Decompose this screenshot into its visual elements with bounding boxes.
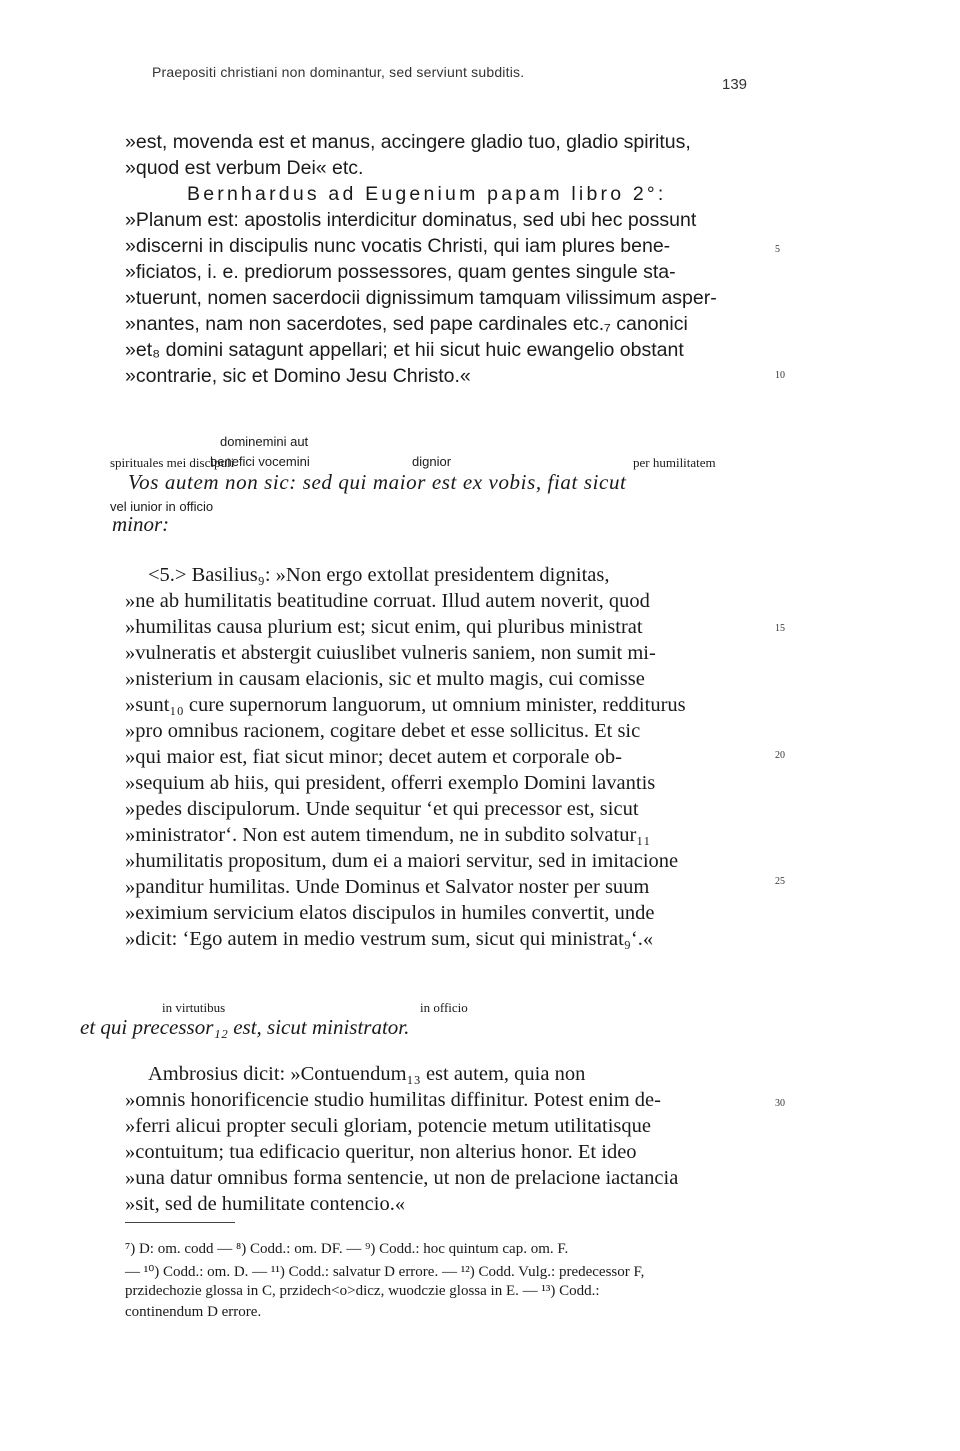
text-line: »nantes, nam non sacerdotes, sed pape cardinales etc.₇ canonici [125,313,688,335]
text-line: »una datur omnibus forma sentencie, ut non de prelacione iactancia [125,1167,679,1189]
text-line: »est, movenda est et manus, accingere gladio tuo, gladio spiritus, [125,131,691,153]
text-line: »sunt₁₀ cure supernorum languorum, ut omnium minister, redditurus [125,694,686,716]
text-line: »contuitum; tua edificacio queritur, non alterius honor. Et ideo [125,1141,637,1163]
text-line: Ambrosius dicit: »Contuendum₁₃ est autem, quia non [148,1063,586,1085]
text-line: Bernhardus ad Eugenium papam libro 2°: [187,183,667,205]
text-line: »nisterium in causam elacionis, sic et multo magis, cui comisse [125,668,645,690]
page-number: 139 [722,76,748,93]
text-line: »omnis honorificencie studio humilitas diffinitur. Potest enim de- [125,1089,661,1111]
text-line: »et₈ domini satagunt appellari; et hii sicut huic ewangelio obstant [125,339,684,361]
gloss-benefici: benefici vocemini [210,454,310,469]
line-number: 25 [775,876,785,887]
footnote-separator [125,1222,235,1223]
text-line: »pedes discipulorum. Unde sequitur ‘et qui precessor est, sicut [125,798,639,820]
running-title: Praepositi christiani non dominantur, sed serviunt subditis. [152,64,525,80]
gloss-in-virtutibus: in virtutibus [162,1000,226,1015]
text-line: »panditur humilitas. Unde Dominus et Salvator noster per suum [125,876,650,898]
line-number: 20 [775,750,785,761]
text-line: »dicit: ‘Ego autem in medio vestrum sum, sicut qui ministrat₉‘.« [125,928,654,950]
text-line: »quod est verbum Dei« etc. [125,157,364,179]
text-line: »ne ab humilitatis beatitudine corruat. Illud autem noverit, quod [125,590,650,612]
text-line: <5.> Basilius₉: »Non ergo extollat presidentem dignitas, [148,564,610,586]
text-line: »ferri alicui propter seculi gloriam, potencie metum utilitatisque [125,1115,652,1137]
text-line: »tuerunt, nomen sacerdocii dignissimum tamquam vilissimum asper- [125,287,717,309]
text-line: »discerni in discipulis nunc vocatis Christi, qui iam plures bene- [125,235,671,257]
line-number: 5 [775,244,780,255]
gloss-vel-iunior: vel iunior in officio [110,499,214,514]
text-line: »sequium ab hiis, qui president, offerri exemplo Domini lavantis [125,772,656,794]
gloss-per-humilitatem: per humilitatem [633,455,716,470]
gloss-dominemini: dominemini aut [220,434,309,449]
gloss-spirituales: spirituales mei discipuli [110,455,235,470]
text-line: »sit, sed de humilitate contencio.« [125,1193,406,1215]
footnote-line: przidechozie glossa in C, przidech<o>dicz, wuodczie glossa in E. — ¹³) Codd.: [125,1283,600,1299]
text-line: »humilitas causa plurium est; sicut enim, qui pluribus ministrat [125,616,643,638]
line-number: 15 [775,623,785,634]
line-number: 10 [775,370,785,381]
gloss-minor: minor: [112,512,170,536]
gloss-main-line: Vos autem non sic: sed qui maior est ex vobis, fiat sicut [128,470,627,494]
text-line: »pro omnibus racionem, cogitare debet et esse sollicitus. Et sic [125,720,641,742]
gloss-main-line: et qui precessor₁₂ est, sicut ministrator. [80,1015,410,1039]
text-line: »qui maior est, fiat sicut minor; decet autem et corporale ob- [125,746,622,768]
gloss-dignior: dignior [412,454,452,469]
text-line: »vulneratis et abstergit cuiuslibet vulneris saniem, non sumit mi- [125,642,656,664]
text-line: »ficiatos, i. e. prediorum possessores, quam gentes singule sta- [125,261,676,283]
line-number: 30 [775,1098,785,1109]
text-line: »Planum est: apostolis interdicitur dominatus, sed ubi hec possunt [125,209,697,231]
footnote-line: continendum D errore. [125,1304,262,1320]
text-line: »contrarie, sic et Domino Jesu Christo.« [125,365,471,387]
text-line: »eximium servicium elatos discipulos in humiles convertit, unde [125,902,655,924]
footnote-line: — ¹⁰) Codd.: om. D. — ¹¹) Codd.: salvatur D errore. — ¹²) Codd. Vulg.: predecessor F, [125,1264,645,1280]
text-line: »humilitatis propositum, dum ei a maiori servitur, sed in imitacione [125,850,679,872]
footnote-line: ⁷) D: om. codd — ⁸) Codd.: om. DF. — ⁹) Codd.: hoc quintum cap. om. F. [125,1241,569,1257]
text-line: »ministrator‘. Non est autem timendum, ne in subdito solvatur₁₁ [125,824,651,846]
gloss-in-officio: in officio [420,1000,468,1015]
